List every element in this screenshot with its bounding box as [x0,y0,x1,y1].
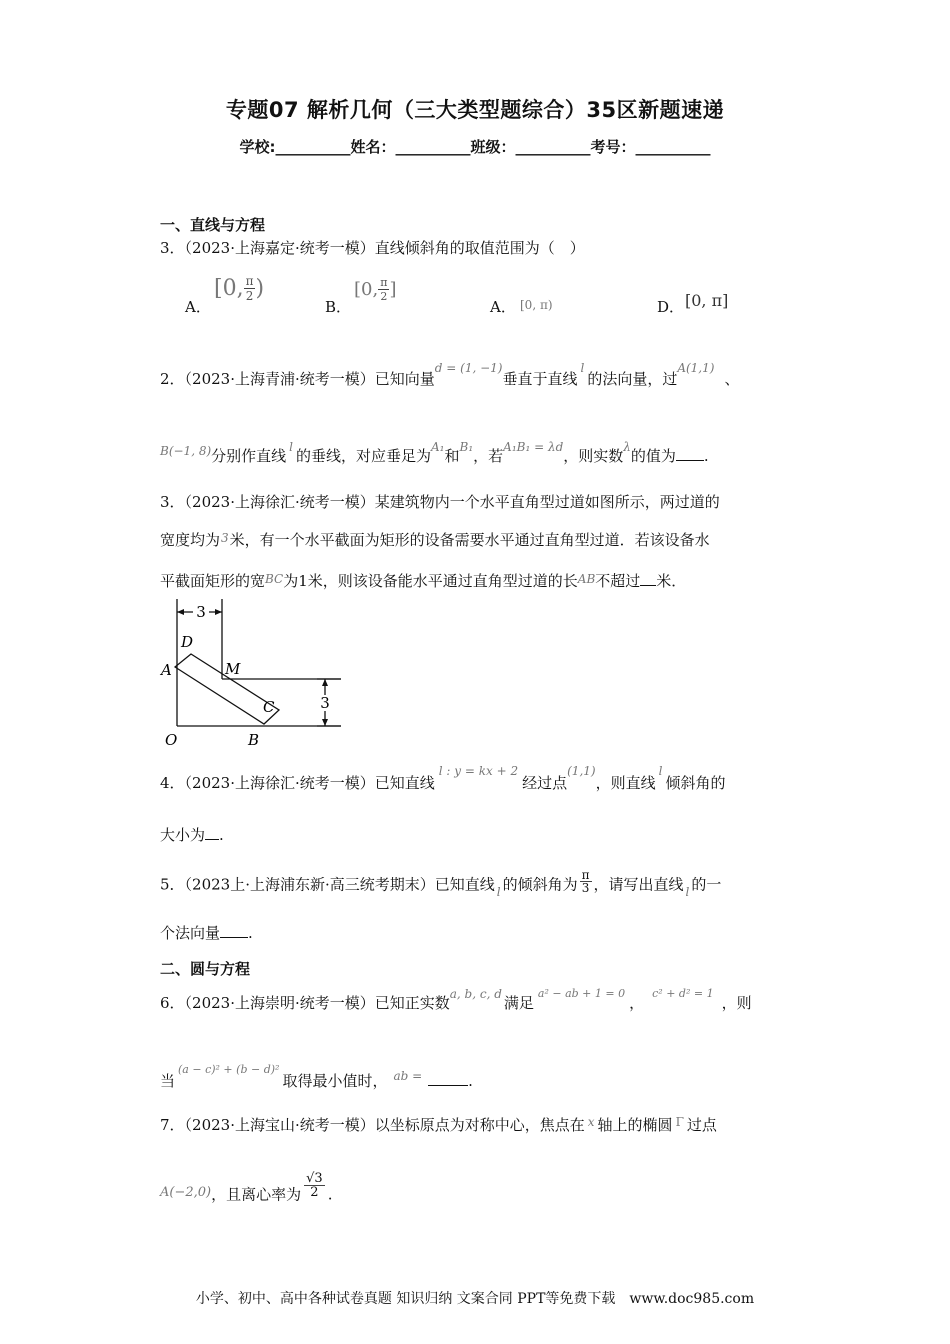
question-3-line-3: 平截面矩形的宽$^{BC}$为1米，则该设备能水平通过直角型过道的长$^{AB}$不超过 米． [160,572,687,590]
option-c-label: A． [490,298,516,316]
page-footer: 小学、初中、高中各种试卷真题 知识归纳 文案合同 PPT等免费下载 www.doc985.com [195,1291,755,1307]
point-m-label: M [225,660,241,678]
height-label: 3 [320,694,330,712]
answer-blank [205,825,219,840]
option-d-label: D． [657,298,685,316]
point-d-label: D [181,633,194,651]
option-c-value: [0, π) [520,298,553,312]
question-7-line-1: 7．（2023·上海宝山·统考一模）以坐标原点为对称中心，焦点在 $^x$ 轴上的椭圆 $^\Gamma$ 过点 [160,1115,717,1134]
question-5-line-1: 5．（2023上·上海浦东新·高三统考期末）已知直线 $_l$ 的倾斜角为 $\frac{\pi}{3}$ ，请写出直线 $_l$ 的一 [160,868,722,899]
answer-blank [640,571,656,586]
page-title: 专题07 解析几何（三大类型题综合）35区新题速递 [225,98,725,122]
option-b-label: B． [325,298,352,316]
option-d-value: [0, π] [685,291,729,310]
question-4-line-2: 大小为 . [160,826,224,844]
question-4-line-1: 4．（2023·上海徐汇·统考一模）已知直线$^{l : y = kx + 2}$经过点$^{(1,1)}$，则直线$^l$倾斜角的 [160,764,726,792]
answer-blank [220,923,248,938]
point-a-label: A [161,661,172,679]
option-a-label: A． [185,298,211,316]
point-o-label: O [165,731,178,749]
question-3-line-2: 宽度均为$^3$米，有一个水平截面为矩形的设备需要水平通过直角型过道．若该设备水 [160,531,710,549]
question-3-line-1: 3．（2023·上海徐汇·统考一模）某建筑物内一个水平直角型过道如图所示，两过道的 [160,493,720,511]
question-6-line-1: 6．（2023·上海崇明·统考一模）已知正实数$^{a, b, c, d}$ 满足$^{a^2 - ab + 1 = 0}$，$^{c^2 + d^2 = 1}$，则 [160,987,752,1012]
answer-blank [428,1071,468,1086]
option-b-value: [0, $\frac{\pi}{2}$ ] [354,276,397,303]
point-c-label: C [263,698,275,716]
question-7-line-2: A(−2,0)，且离心率为 $\frac{√3}{2}$ . [160,1171,333,1204]
question-2-line-1: 2．（2023·上海青浦·统考一模）已知向量$^{d = (1, -1)}$垂直于直线$^l$的法向量，过$^{A(1,1)}$、 [160,361,740,388]
option-a-value: [0, $\frac{\pi}{2}$ ) [214,274,265,303]
section-heading-lines: 一、直线与方程 [160,216,266,234]
student-info-line: 学校:__________姓名：__________班级：__________考号：__________ [239,138,711,156]
width-label: 3 [196,603,206,621]
question-6-line-2: 当$^{(a - c)^2 + (b - d)^2}$取得最小值时， $^{ab =}$ . [160,1063,473,1090]
section-heading-circles: 二、圆与方程 [160,960,251,978]
question-2-line-2: $^{B(-1, 8)}$分别作直线 $^l$ 的垂线，对应垂足为$^{A_1}$和$^{B_1}$，若$^{A_1B_1 = \lambda d}$，则实数$^\lambda$的值为 . [160,440,709,465]
point-b-label: B [248,731,260,749]
answer-blank [676,446,704,461]
question-1: 3．（2023·上海嘉定·统考一模）直线倾斜角的取值范围为（ ） [160,239,585,257]
question-5-line-2: 个法向量 . [160,924,253,942]
corridor-figure [155,595,355,755]
